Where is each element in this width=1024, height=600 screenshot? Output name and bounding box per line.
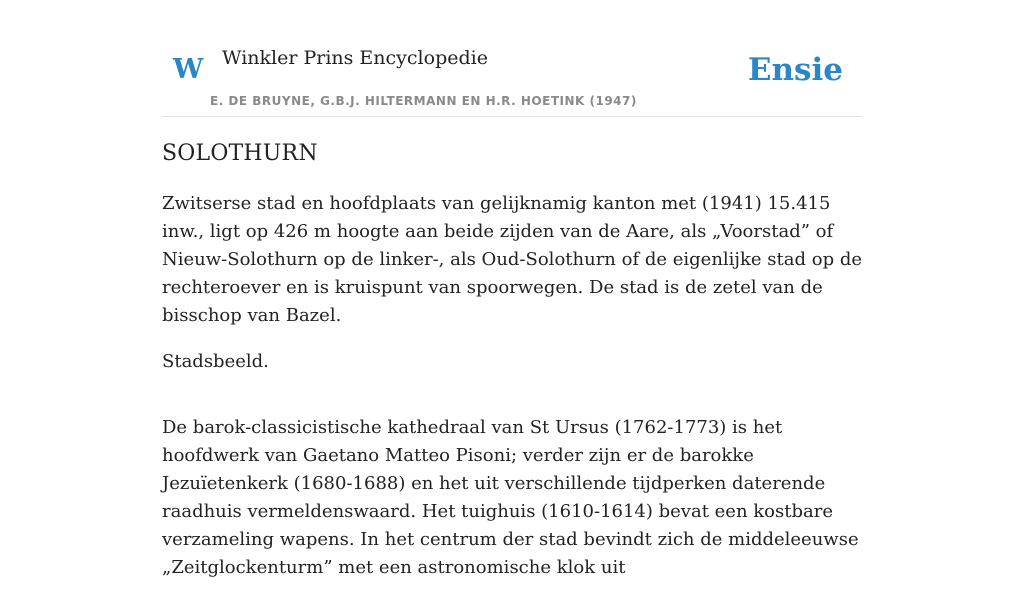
- header: [162, 0, 862, 117]
- authors-line: E. DE BRUYNE, G.B.J. HILTERMANN EN H.R. HOETINK (1947): [210, 94, 637, 108]
- article: [162, 138, 862, 600]
- section-heading: Stadsbeeld.: [162, 351, 269, 372]
- ensie-logo[interactable]: Ensie: [747, 52, 843, 88]
- encyclopedia-title[interactable]: Winkler Prins Encyclopedie: [222, 47, 488, 69]
- logo-w-icon[interactable]: W: [173, 54, 204, 85]
- article-paragraph: Zwitserse stad en hoofdplaats van gelijknamig kanton met (1941) 15.415 inw., ligt op 426 m hoogte aan beide zijden van de Aare, als „Voorstad” of Nieuw-Solothurn op de linker-, als Oud-Solothurn of de eigenlijke stad op de rechteroever en is kruispunt van spoorwegen. De stad is de zetel van de bisschop van Bazel.: [162, 193, 862, 326]
- article-paragraph: De barok-classicistische kathedraal van St Ursus (1762-1773) is het hoofdwerk van Gaetano Matteo Pisoni; verder zijn er de barokke Jezuïetenkerk (1680-1688) en het uit verschillende tijdperken daterende raadhuis vermeldenswaard. Het tuighuis (1610-1614) bevat een kostbare verzameling wapens. In het centrum der stad bevindt zich de middeleeuwse „Zeitglockenturm” met een astronomische klok uit: [162, 417, 859, 578]
- article-title: SOLOTHURN: [162, 141, 318, 166]
